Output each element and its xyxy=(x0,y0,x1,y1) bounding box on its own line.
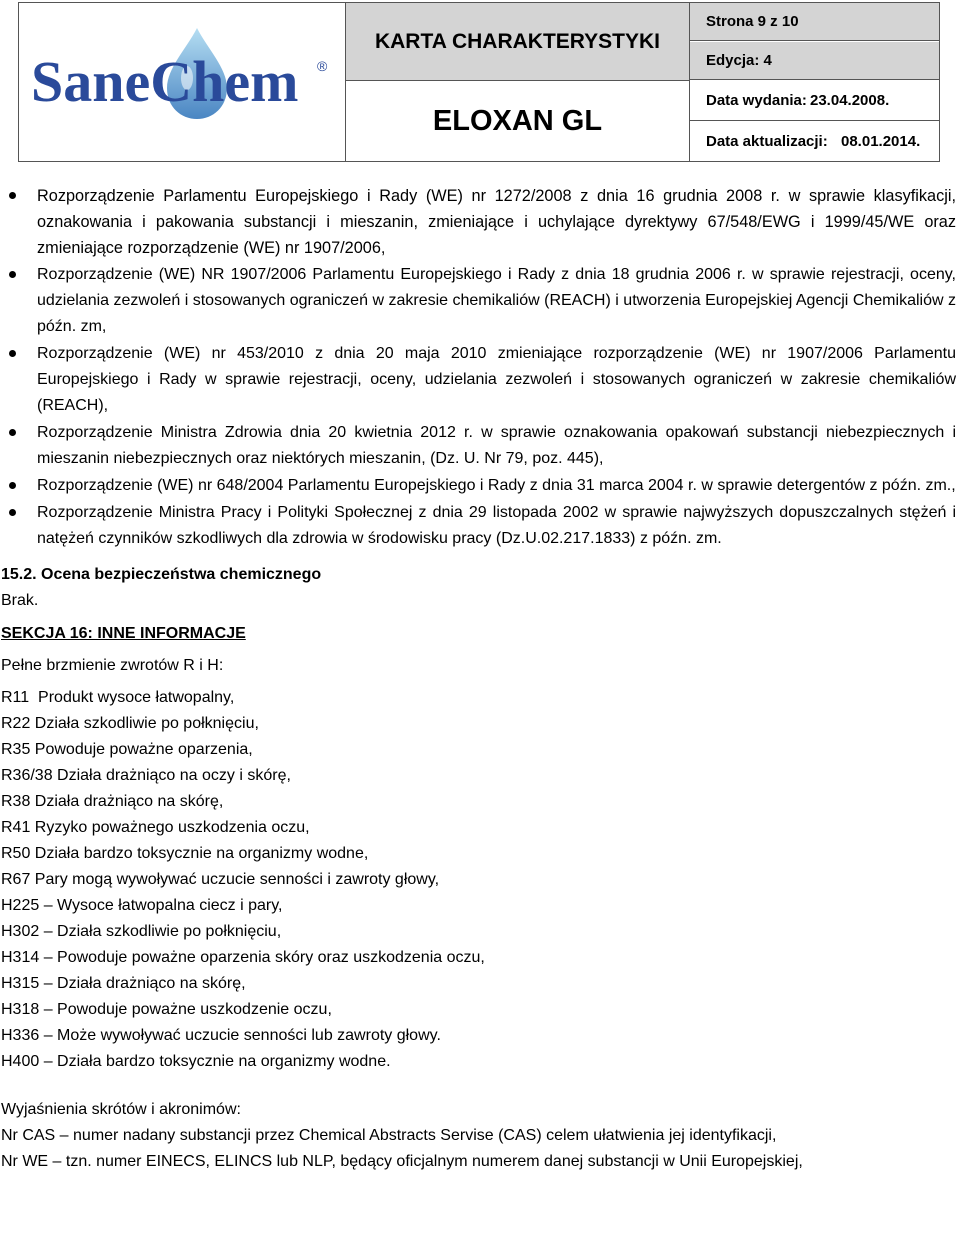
title-cell xyxy=(346,3,690,161)
list-item: H314 – Powoduje poważne oparzenia skóry oraz uszkodzenia oczu, xyxy=(1,949,485,966)
document-header xyxy=(18,2,940,162)
list-item: H318 – Powoduje poważne uszkodzenie oczu, xyxy=(1,1001,332,1018)
section-15-2-text: Brak. xyxy=(1,592,39,609)
list-item: R11 Produkt wysoce łatwopalny, xyxy=(1,689,235,706)
abbrev-heading: Wyjaśnienia skrótów i akronimów: xyxy=(1,1101,241,1118)
bullet-icon xyxy=(9,192,16,199)
issue-date-value: 23.04.2008. xyxy=(810,92,890,109)
list-item: Rozporządzenie Ministra Zdrowia dnia 20 kwietnia 2012 r. w sprawie oznakowania opakowań substancji niebezpiecznych i mieszanin niebezpiecznych oraz niektórych mieszanin, (Dz. U. Nr 79, poz. 445), xyxy=(0,420,960,472)
list-item: R50 Działa bardzo toksycznie na organizmy wodne, xyxy=(1,845,369,862)
page-number: Strona 9 z 10 xyxy=(690,3,939,41)
bullet-icon xyxy=(9,271,16,278)
list-item: R41 Ryzyko poważnego uszkodzenia oczu, xyxy=(1,819,310,836)
bullet-icon xyxy=(9,482,16,489)
update-date-value: 08.01.2014. xyxy=(841,133,921,150)
list-item: R22 Działa szkodliwie po połknięciu, xyxy=(1,715,259,732)
list-item: R67 Pary mogą wywoływać uczucie senności i zawroty głowy, xyxy=(1,871,440,888)
list-item: Rozporządzenie Ministra Pracy i Polityki Społecznej z dnia 29 listopada 2002 w sprawie najwyższych dopuszczalnych stężeń i natężeń czynników szkodliwych dla zdrowia w środowisku pracy (Dz.U.02.217.1833) z późn. zm. xyxy=(0,500,960,552)
phrases-list xyxy=(0,685,960,1075)
section-16-heading: SEKCJA 16: INNE INFORMACJE xyxy=(1,625,246,642)
section-15-2-heading: 15.2. Ocena bezpieczeństwa chemicznego xyxy=(1,566,322,583)
issue-date-label: Data wydania: xyxy=(706,92,807,109)
update-date-row xyxy=(690,122,939,161)
list-item: R35 Powoduje poważne oparzenia, xyxy=(1,741,253,758)
list-item: H400 – Działa bardzo toksycznie na organizmy wodne. xyxy=(1,1053,391,1070)
doc-type: KARTA CHARAKTERYSTYKI xyxy=(346,3,689,81)
abbrev-we: Nr WE – tzn. numer EINECS, ELINCS lub NLP, będący oficjalnym numerem danej substancji w Unii Europejskiej, xyxy=(1,1153,803,1170)
list-item: H302 – Działa szkodliwie po połknięciu, xyxy=(1,923,282,940)
list-item: Rozporządzenie (WE) nr 453/2010 z dnia 20 maja 2010 zmieniające rozporządzenie (WE) nr 1907/2006 Parlamentu Europejskiego i Rady w sprawie rejestracji, oceny, udzielania zezwoleń i stosowanych ograniczeń w zakresie chemikaliów (REACH), xyxy=(0,341,960,419)
regulations-list xyxy=(0,183,960,552)
bullet-icon xyxy=(9,429,16,436)
sanechem-logo xyxy=(27,23,337,143)
bullet-icon xyxy=(9,509,16,516)
bullet-icon xyxy=(9,350,16,357)
list-item: H225 – Wysoce łatwopalna ciecz i pary, xyxy=(1,897,283,914)
update-date-label: Data aktualizacji: xyxy=(706,133,828,150)
list-item: Rozporządzenie (WE) NR 1907/2006 Parlamentu Europejskiego i Rady z dnia 18 grudnia 2006 r. w sprawie rejestracji, oceny, udzielania zezwoleń i stosowanych ograniczeń w zakresie chemikaliów (REACH) i utworzenia Europejskiej Agencji Chemikaliów z późn. zm, xyxy=(0,262,960,340)
product-name: ELOXAN GL xyxy=(432,104,603,137)
list-item: Rozporządzenie (WE) nr 648/2004 Parlamentu Europejskiego i Rady z dnia 31 marca 2004 r. w sprawie detergentów z późn. zm., xyxy=(0,473,960,499)
list-item: R36/38 Działa drażniąco na oczy i skórę, xyxy=(1,767,291,784)
phrases-intro: Pełne brzmienie zwrotów R i H: xyxy=(1,657,224,674)
logo-cell xyxy=(19,3,346,161)
edition: Edycja: 4 xyxy=(690,42,939,80)
list-item: H315 – Działa drażniąco na skórę, xyxy=(1,975,246,992)
registered-icon: ® xyxy=(317,58,328,74)
list-item: R38 Działa drażniąco na skórę, xyxy=(1,793,224,810)
page-content xyxy=(0,183,960,1175)
logo-text: SaneChem xyxy=(31,49,299,114)
info-cell xyxy=(690,3,939,161)
list-item: H336 – Może wywoływać uczucie senności lub zawroty głowy. xyxy=(1,1027,441,1044)
abbrev-cas: Nr CAS – numer nadany substancji przez Chemical Abstracts Servise (CAS) celem ułatwienia jej identyfikacji, xyxy=(1,1127,777,1144)
list-item: Rozporządzenie Parlamentu Europejskiego i Rady (WE) nr 1272/2008 z dnia 16 grudnia 2008 r. w sprawie klasyfikacji, oznakowania i pakowania substancji i mieszanin, zmieniające i uchylające dyrektywy 67/548/EWG i 1999/45/WE oraz zmieniające rozporządzenie (WE) nr 1907/2006, xyxy=(0,183,960,261)
issue-date-row xyxy=(690,81,939,121)
